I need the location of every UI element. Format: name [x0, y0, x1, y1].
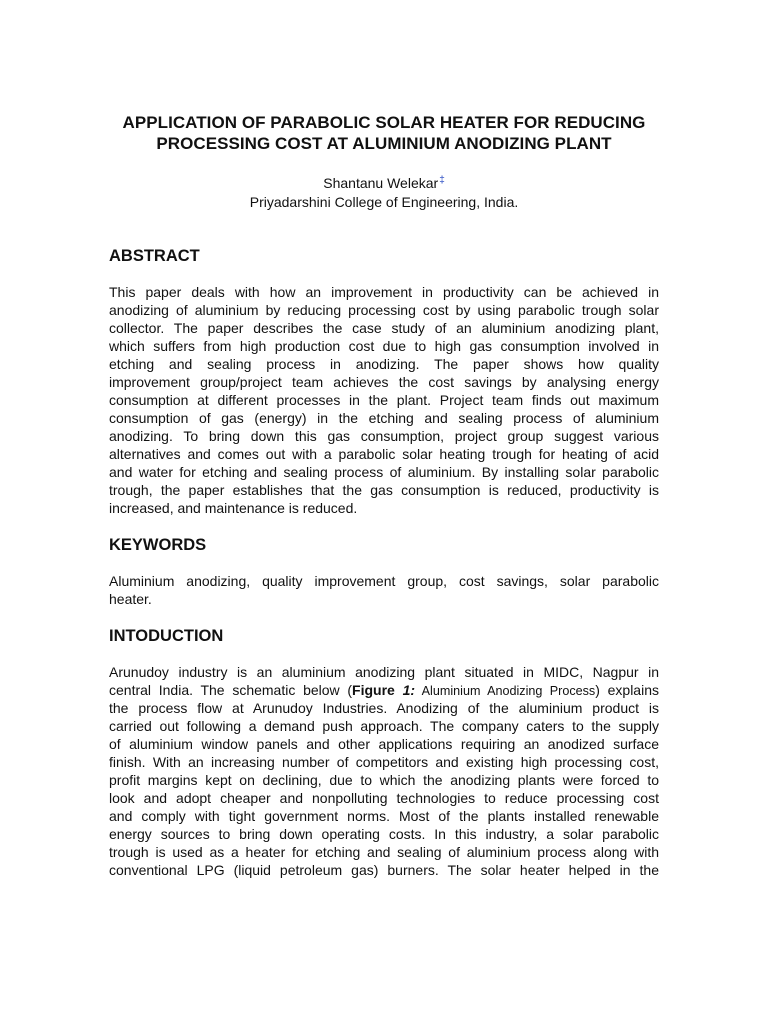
- abstract-heading: ABSTRACT: [109, 247, 200, 265]
- abstract-line: alternatives and comes out with a parabolic solar heating trough for heating of acid: [109, 446, 659, 462]
- introduction-line-figure-ref: [109, 681, 659, 699]
- keywords-heading: KEYWORDS: [109, 536, 207, 554]
- introduction-line: conventional LPG (liquid petroleum gas) burners. The solar heater helped in the: [109, 862, 659, 878]
- abstract-line: consumption of gas (energy) in the etching and sealing process of aluminium: [109, 410, 659, 426]
- introduction-line: look and adopt cheaper and nonpolluting technologies to reduce processing cost: [109, 790, 659, 806]
- abstract-line: improvement group/project team achieves the cost savings by analysing energy: [109, 374, 659, 390]
- keywords-line: Aluminium anodizing, quality improvement group, cost savings, solar parabolic: [109, 573, 659, 589]
- author-block: [100, 171, 668, 212]
- introduction-line: finish. With an increasing number of competitors and existing high processing cost,: [109, 754, 659, 770]
- author-affiliation: Priyadarshini College of Engineering, India.: [249, 194, 519, 210]
- introduction-line: of aluminium window panels and other applications requiring an anodized surface: [109, 736, 659, 752]
- author-footnote-mark[interactable]: ‡: [439, 175, 445, 186]
- abstract-line: anodizing of aluminium by reducing processing cost by using parabolic trough solar: [109, 302, 659, 318]
- introduction-line: trough is used as a heater for etching and sealing of aluminium process along with: [109, 844, 659, 860]
- introduction-line: profit margins kept on declining, due to which the anodizing plants were forced to: [109, 772, 659, 788]
- abstract-line: which suffers from high production cost due to high gas consumption involved in: [109, 338, 659, 354]
- figure-reference[interactable]: [352, 684, 595, 698]
- author-line: [100, 171, 668, 193]
- keywords-line: heater.: [109, 591, 152, 607]
- introduction-paragraph: [109, 663, 659, 879]
- figure-number: 1:: [402, 682, 416, 698]
- introduction-line: and comply with tight government norms. Most of the plants installed renewable: [109, 808, 659, 824]
- keywords-paragraph: [109, 572, 659, 608]
- abstract-line: consumption at different processes in the plant. Project team finds out maximum: [109, 392, 659, 408]
- intro-text-before-figure: central India. The schematic below (: [109, 682, 353, 698]
- introduction-heading: INTODUCTION: [109, 627, 224, 645]
- introduction-line: energy sources to bring down operating costs. In this industry, a solar parabolic: [109, 826, 659, 842]
- abstract-line: etching and sealing process in anodizing. The paper shows how quality: [109, 356, 659, 372]
- abstract-line: anodizing. To bring down this gas consumption, project group suggest various: [109, 428, 659, 444]
- introduction-line: the process flow at Arunudoy Industries. Anodizing of the aluminium product is: [109, 700, 659, 716]
- author-name: Shantanu Welekar: [323, 175, 439, 191]
- introduction-line: Arunudoy industry is an aluminium anodizing plant situated in MIDC, Nagpur in: [109, 664, 659, 680]
- abstract-paragraph: [109, 283, 659, 517]
- paper-title: [100, 112, 668, 154]
- abstract-line: increased, and maintenance is reduced.: [109, 500, 358, 516]
- figure-caption: Aluminium Anodizing Process: [415, 684, 596, 698]
- abstract-line: trough, the paper establishes that the gas consumption is reduced, productivity is: [109, 482, 659, 498]
- introduction-line: carried out following a demand push approach. The company caters to the supply: [109, 718, 659, 734]
- title-line-2: PROCESSING COST AT ALUMINIUM ANODIZING PLANT: [156, 134, 612, 153]
- abstract-line: collector. The paper describes the case study of an aluminium anodizing plant,: [109, 320, 659, 336]
- intro-text-after-figure: ) explains: [595, 682, 659, 698]
- abstract-line: and water for etching and sealing process of aluminium. By installing solar parabolic: [109, 464, 659, 480]
- title-line-1: APPLICATION OF PARABOLIC SOLAR HEATER FOR REDUCING: [122, 113, 646, 132]
- abstract-line: This paper deals with how an improvement in productivity can be achieved in: [109, 284, 659, 300]
- figure-label: Figure: [352, 682, 403, 698]
